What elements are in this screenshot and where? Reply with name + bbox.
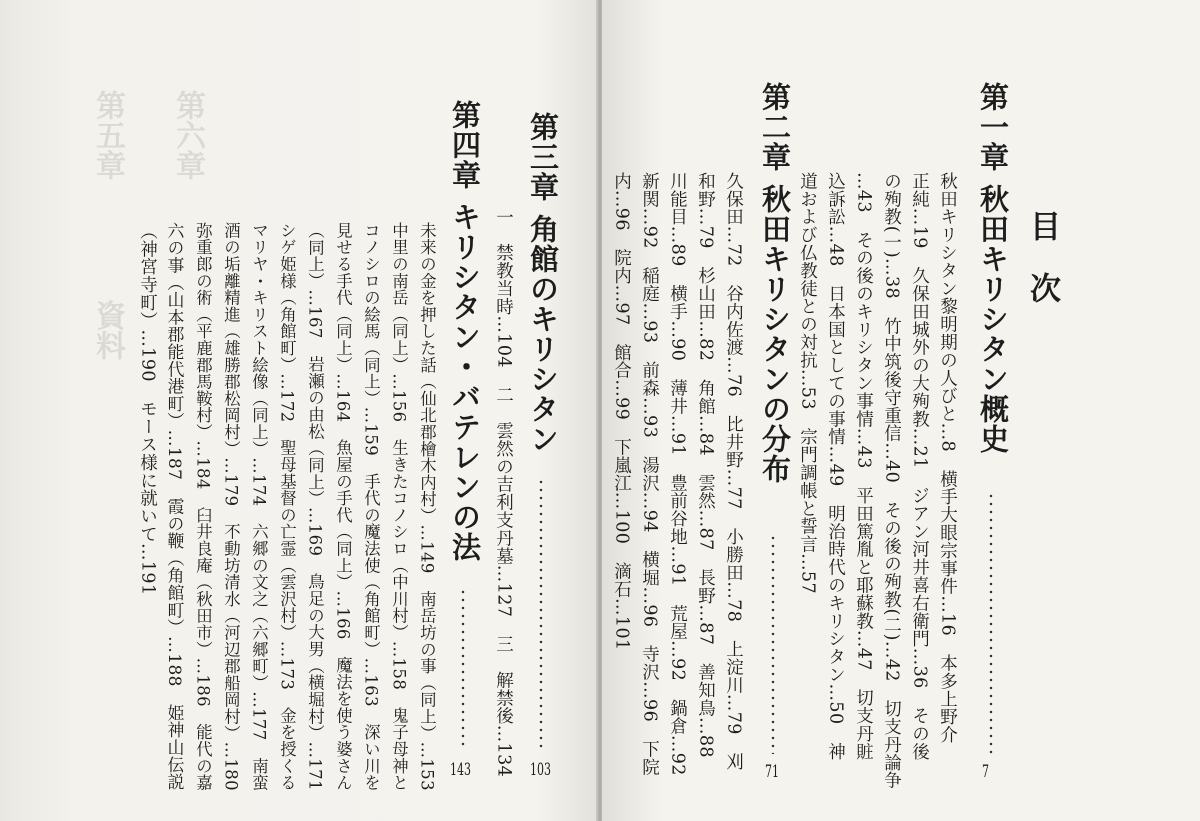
chapter1-page-number: 7 — [982, 762, 989, 782]
chapter1-heading — [976, 82, 1010, 454]
chapter4-line: 六の事（山本郡能代港町）…187 霞の鞭（角館町）…188 姫神山伝説 — [164, 222, 185, 791]
chapter1-line: …43 その後のキリシタン事情…43 平田篤胤と耶蘇教…47 切支丹賍 — [853, 172, 874, 761]
chapter1-line: の殉教(一)…38 竹中筑後守重信…40 その後の殉教(二)…42 切支丹論争 — [881, 172, 902, 790]
chapter4-title: キリシタン・バテレンの法 — [448, 202, 482, 562]
toc-title: 目 次 — [1024, 210, 1060, 303]
chapter1-number: 第一章 — [976, 82, 1010, 172]
chapter4-line: 中里の南岳（同上）…156 生きたコノシロ（中川村）…158 鬼子母神と — [389, 222, 409, 791]
chapter1-line: 込訴訟…48 日本国としての事情…49 明治時代のキリシタン…50 神 — [825, 172, 846, 761]
chapter1-line: 秋田キリシタン黎明期の人びと…8 横手大眼宗事件…16 本多上野介 — [937, 172, 958, 744]
chapter4-line: （同上）…167 岩瀬の由松（同上）…169 鳥足の大男（横堀村）…171 — [305, 222, 325, 791]
chapter1-leader — [989, 492, 993, 754]
ghost-heading-ch6: 第六章 — [170, 90, 205, 180]
chapter4-line: 弥重郎の術（平鹿郡馬鞍村）…184 臼井良庵（秋田市）…186 能代の嘉 — [193, 222, 213, 791]
chapter3-number: 第三章 — [526, 112, 560, 202]
chapter2-line: 久保田…72 谷内佐渡…76 比井野…77 小勝田…78 上淀川…79 刈 — [723, 172, 744, 771]
chapter2-heading — [758, 82, 792, 484]
chapter2-line: 新関…92 稲庭…93 前森…93 湯沢…94 横堀…96 寺沢…96 下院 — [639, 172, 660, 776]
chapter4-heading — [448, 100, 482, 562]
chapter2-line: 内…96 院内…97 館合…99 下嵐江…100 滴石…101 — [611, 172, 632, 651]
chapter1-title: 秋田キリシタン概史 — [976, 184, 1010, 454]
chapter3-heading — [526, 112, 560, 454]
chapter4-number: 第四章 — [448, 100, 482, 190]
chapter3-title: 角館のキリシタン — [526, 214, 560, 454]
chapter4-line: 見せる手代（同上）…164 魚屋の手代（同上）…166 魔法を使う婆さん — [333, 222, 353, 791]
ghost-heading-shiryo: 資料 — [90, 300, 125, 360]
chapter1-line: 正純…19 久保田城外の大殉教…21 ジアン河井喜右衛門…36 その後 — [909, 172, 930, 761]
chapter1-line: 道および仏教徒との対抗…53 宗門調帳と誓言…57 — [797, 172, 818, 595]
chapter2-number: 第二章 — [758, 82, 792, 172]
chapter4-line: マリヤ・キリスト絵像（同上）…174 六郷の文之（六郷町）…177 南蛮 — [249, 222, 269, 791]
chapter2-line: 川能目…89 横手…90 薄井…91 豊前谷地…91 荒屋…92 鍋倉…92 — [667, 172, 688, 776]
chapter4-leader — [461, 588, 465, 750]
chapter4-line: 未来の金を押した話（仙北郡檜木内村）…149 南岳坊の事（同上）…153 — [417, 222, 437, 791]
chapter2-title: 秋田キリシタンの分布 — [758, 184, 792, 484]
chapter2-page-number: 71 — [765, 762, 779, 782]
chapter2-line: 和野…79 杉山田…82 角館…84 雲然…87 長野…87 善知鳥…88 — [695, 172, 716, 758]
chapter4-line: シゲ姫様（角館町）…172 聖母基督の亡霊（雲沢村）…173 金を授くる — [277, 222, 297, 791]
chapter3-line: 一 禁教当時…104 二 雲然の吉利支丹墓…127 三 解禁後…134 — [493, 208, 514, 778]
chapter3-page-number: 103 — [530, 760, 551, 780]
chapter4-line: 酒の垢離精進（雄勝郡松岡村）…179 不動坊清水（河辺郡船岡村）…180 — [221, 222, 241, 791]
ghost-heading-ch5: 第五章 — [90, 90, 125, 180]
chapter4-page-number: 143 — [450, 760, 471, 780]
chapter4-line: （神宮寺町）…190 モース様に就いて…191 — [137, 222, 158, 596]
chapter3-leader — [539, 478, 543, 750]
chapter2-leader — [771, 534, 775, 754]
chapter4-line: コノシロの絵馬（同上）…159 手代の魔法使（角館町）…163 深い川を — [361, 222, 381, 791]
